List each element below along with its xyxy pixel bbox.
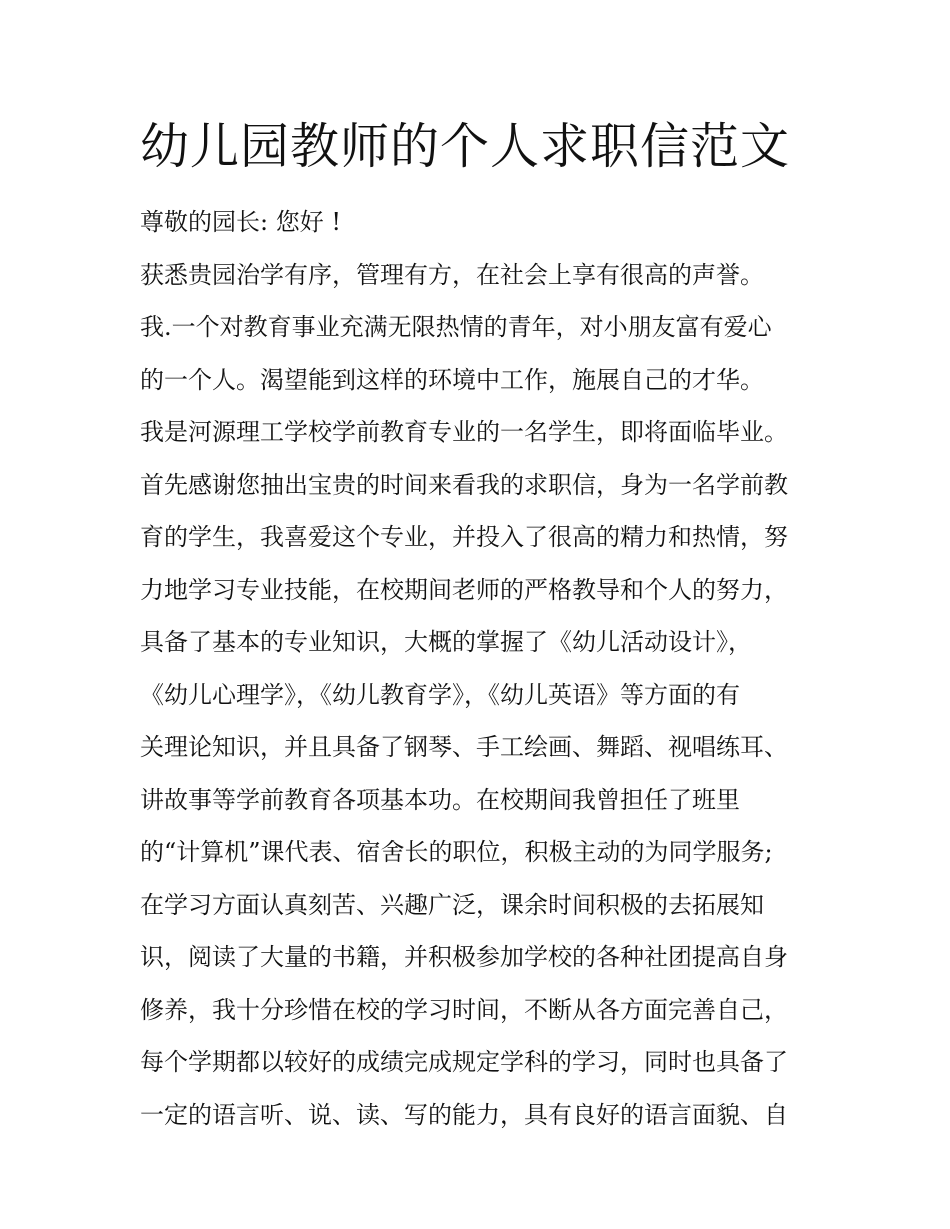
body-line: 识，阅读了大量的书籍，并积极参加学校的各种社团提高自身 — [140, 943, 788, 971]
body-line: 具备了基本的专业知识，大概的掌握了《幼儿活动设计》， — [140, 628, 752, 656]
body-line: 关理论知识，并且具备了钢琴、手工绘画、舞蹈、视唱练耳、 — [140, 733, 788, 761]
letter-body — [140, 202, 830, 1147]
body-line: 修养，我十分珍惜在校的学习时间，不断从各方面完善自己， — [140, 995, 788, 1024]
body-line: 育的学生，我喜爱这个专业，并投入了很高的精力和热情，努 — [140, 523, 788, 551]
body-line: 在学习方面认真刻苦、兴趣广泛，课余时间积极的去拓展知 — [140, 890, 764, 919]
body-line: 力地学习专业技能，在校期间老师的严格教导和个人的努力， — [140, 575, 788, 604]
body-line: 一定的语言听、说、读、写的能力，具有良好的语言面貌、自 — [140, 1100, 788, 1129]
body-line: 我是河源理工学校学前教育专业的一名学生，即将面临毕业。 — [140, 418, 788, 446]
body-line: 的“计算机”课代表、宿舍长的职位，积极主动的为同学服务; — [140, 838, 773, 866]
body-line: 首先感谢您抽出宝贵的时间来看我的求职信，身为一名学前教 — [140, 470, 788, 499]
body-line: 《幼儿心理学》，《幼儿教育学》，《幼儿英语》等方面的有 — [140, 680, 740, 709]
body-line: 讲故事等学前教育各项基本功。在校期间我曾担任了班里 — [140, 785, 740, 814]
body-line: 每个学期都以较好的成绩完成规定学科的学习，同时也具备了 — [140, 1048, 788, 1076]
body-line: 获悉贵园治学有序，管理有方，在社会上享有很高的声誉。 — [140, 260, 764, 289]
document-title: 幼儿园教师的个人求职信范文 — [140, 118, 791, 175]
body-line: 的一个人。渴望能到这样的环境中工作，施展自己的才华。 — [140, 365, 764, 394]
greeting-line: 尊敬的园长: 您好 ! — [140, 208, 341, 236]
body-line: 我.一个对教育事业充满无限热情的青年，对小朋友富有爱心 — [140, 313, 772, 341]
